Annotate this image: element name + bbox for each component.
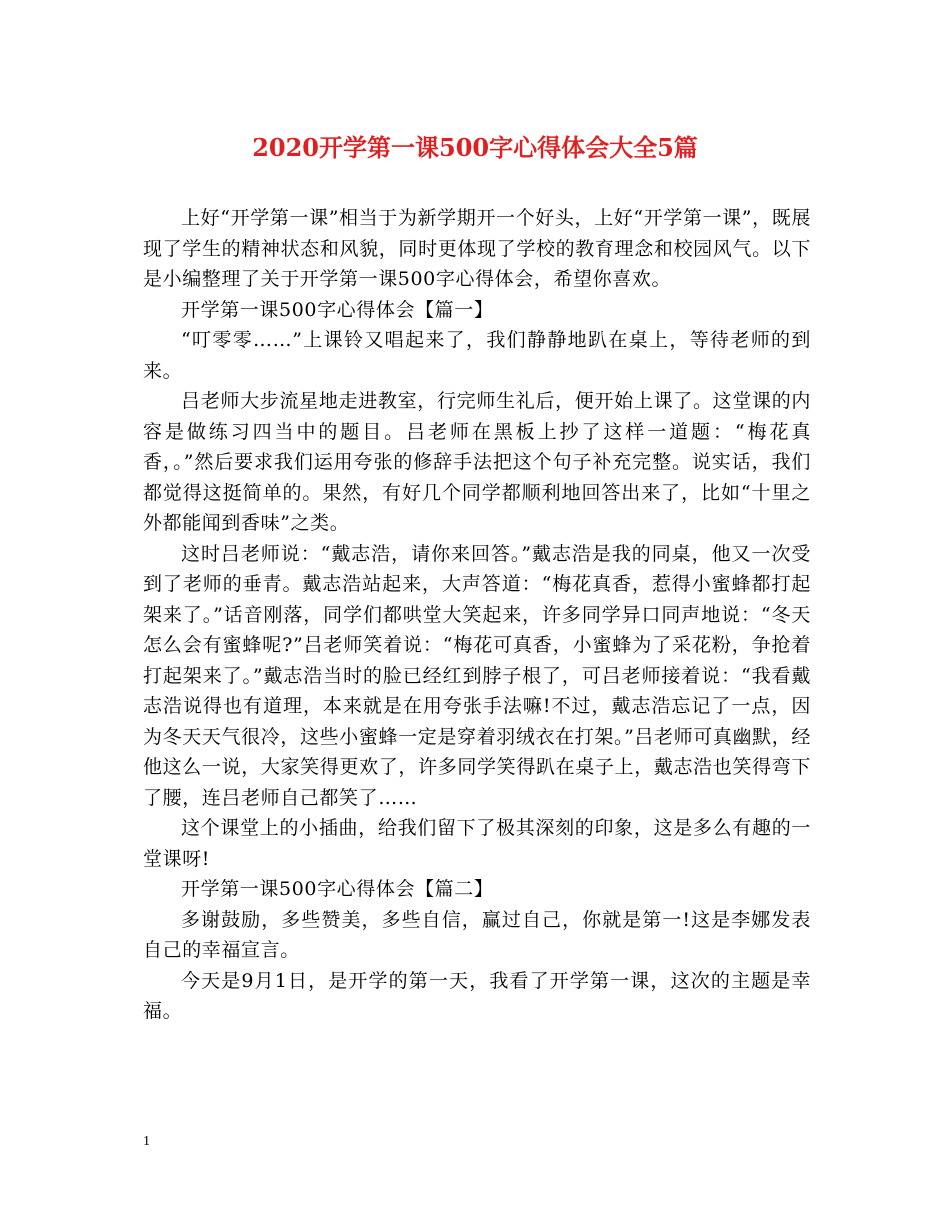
document-title: 2020开学第一课500字心得体会大全5篇 bbox=[252, 133, 698, 162]
page-number: 1 bbox=[143, 1134, 150, 1149]
section-heading-1: 开学第一课500字心得体会【篇一】 bbox=[181, 298, 494, 321]
body-paragraph: 多谢鼓励，多些赞美，多些自信，赢过自己，你就是第一!这是李娜发表自己的幸福宣言。 bbox=[143, 908, 811, 961]
body-paragraph: 今天是9月1日，是开学的第一天，我看了开学第一课，这次的主题是幸福。 bbox=[143, 969, 811, 1022]
body-paragraph: 吕老师大步流星地走进教室，行完师生礼后，便开始上课了。这堂课的内容是做练习四当中的题目。吕老师在黑板上抄了这样一道题：“梅花真香，。”然后要求我们运用夸张的修辞手法把这个句子补充完整。说实话，我们都觉得这挺简单的。果然，有好几个同学都顺利地回答出来了，比如“十里之外都能闻到香味”之类。 bbox=[143, 390, 811, 534]
body-paragraph: 这时吕老师说：“戴志浩，请你来回答。”戴志浩是我的同桌，他又一次受到了老师的垂青。戴志浩站起来，大声答道：“梅花真香，惹得小蜜蜂都打起架来了。”话音刚落，同学们都哄堂大笑起来，许多同学异口同声地说：“冬天怎么会有蜜蜂呢?”吕老师笑着说：“梅花可真香，小蜜蜂为了采花粉，争抢着打起架来了。”戴志浩当时的脸已经红到脖子根了，可吕老师接着说：“我看戴志浩说得也有道理，本来就是在用夸张手法嘛!不过，戴志浩忘记了一点，因为冬天天气很冷，这些小蜜蜂一定是穿着羽绒衣在打架。”吕老师可真幽默，经他这么一说，大家笑得更欢了，许多同学笑得趴在桌子上，戴志浩也笑得弯下了腰，连吕老师自己都笑了…… bbox=[143, 542, 811, 809]
section-heading-2: 开学第一课500字心得体会【篇二】 bbox=[181, 878, 494, 900]
body-paragraph: 这个课堂上的小插曲，给我们留下了极其深刻的印象，这是多么有趣的一堂课呀! bbox=[143, 817, 811, 870]
document-body bbox=[143, 203, 811, 1027]
body-paragraph: “叮零零……”上课铃又唱起来了，我们静静地趴在桌上，等待老师的到来。 bbox=[143, 329, 811, 382]
intro-paragraph: 上好“开学第一课”相当于为新学期开一个好头，上好“开学第一课”，既展现了学生的精神状态和风貌，同时更体现了学校的教育理念和校园风气。以下是小编整理了关于开学第一课500字心得体会，希望你喜欢。 bbox=[143, 207, 811, 290]
